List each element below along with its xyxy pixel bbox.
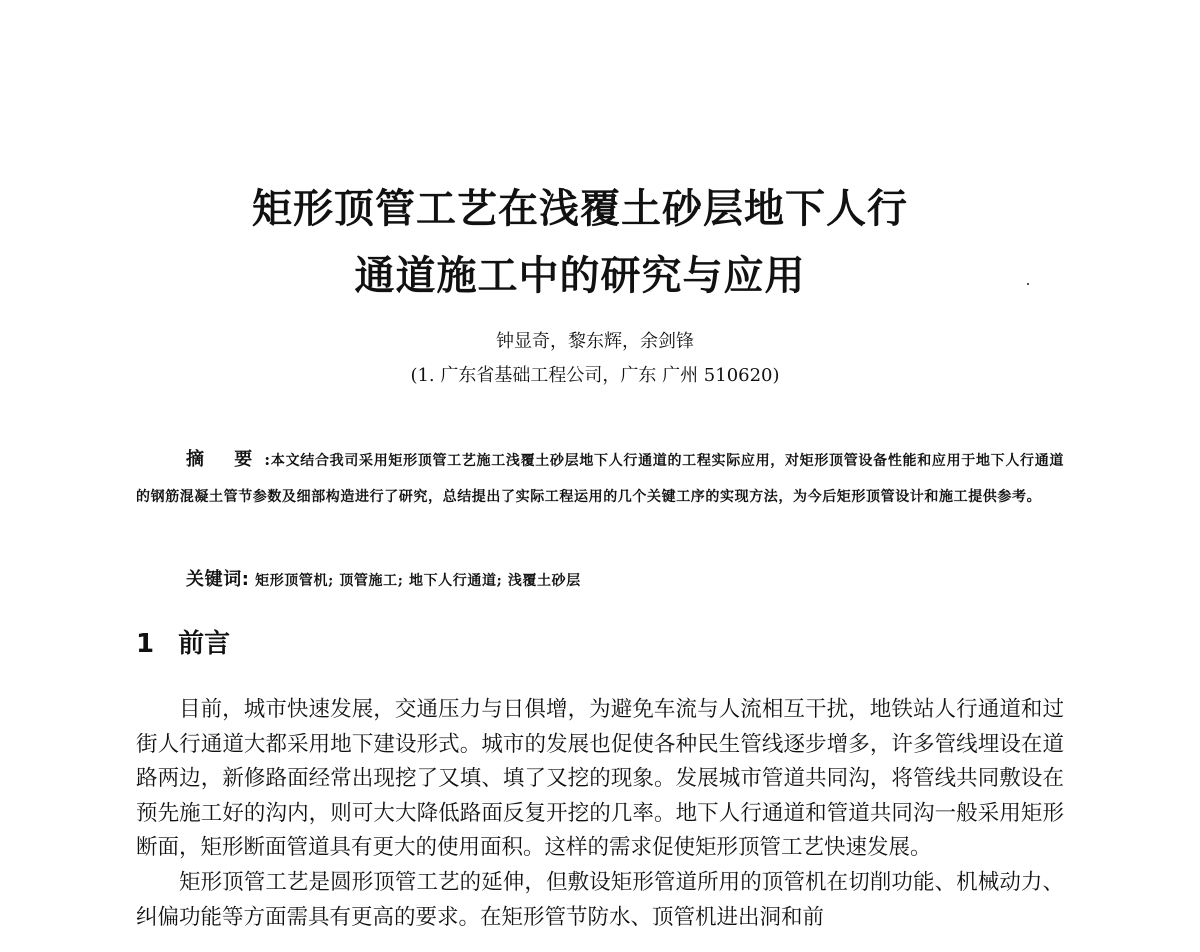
body-paragraph: 矩形顶管工艺是圆形顶管工艺的延伸，但敷设矩形管道所用的顶管机在切削功能、机械动力、纠偏功能等方面需具有更高的要求。在矩形管节防水、顶管机进出洞和前 [136, 869, 1064, 930]
author-list: 钟显奇，黎东辉，余剑锋 [496, 331, 694, 352]
abstract-text: 本文结合我司采用矩形顶管工艺施工浅覆土砂层地下人行通道的工程实际应用，对矩形顶管设备性能和应用于地下人行通道的钢筋混凝土管节参数及细部构造进行了研究，总结提出了实际工程运用的几个关键工序的实现方法，为今后矩形顶管设计和施工提供参考。 [136, 453, 1064, 505]
keywords [186, 562, 1066, 599]
paper-title-line-1: 矩形顶管工艺在浅覆土砂层地下人行 [252, 186, 908, 232]
abstract-label: 摘 要 [186, 449, 265, 470]
keywords-text: 矩形顶管机; 顶管施工; 地下人行通道; 浅覆土砂层 [255, 573, 581, 589]
paper-title-line-2: 通道施工中的研究与应用 [354, 253, 806, 299]
scan-speck [1027, 283, 1029, 285]
section-title: 前言 [178, 629, 231, 659]
body-text [136, 693, 1064, 935]
section-heading [136, 626, 230, 662]
abstract-colon: : [264, 450, 271, 469]
keywords-label: 关键词: [186, 569, 250, 590]
abstract [136, 442, 1064, 515]
section-number: 1 [136, 629, 155, 659]
author-affiliation: (1. 广东省基础工程公司，广东 广州 510620) [410, 365, 780, 386]
body-paragraph: 目前，城市快速发展，交通压力与日俱增，为避免车流与人流相互干扰，地铁站人行通道和过街人行通道大都采用地下建设形式。城市的发展也促使各种民生管线逐步增多，许多管线埋设在道路两边，新修路面经常出现挖了又填、填了又挖的现象。发展城市管道共同沟，将管线共同敷设在预先施工好的沟内，则可大大降低路面反复开挖的几率。地下人行通道和管道共同沟一般采用矩形断面，矩形断面管道具有更大的使用面积。这样的需求促使矩形顶管工艺快速发展。 [136, 697, 1064, 861]
